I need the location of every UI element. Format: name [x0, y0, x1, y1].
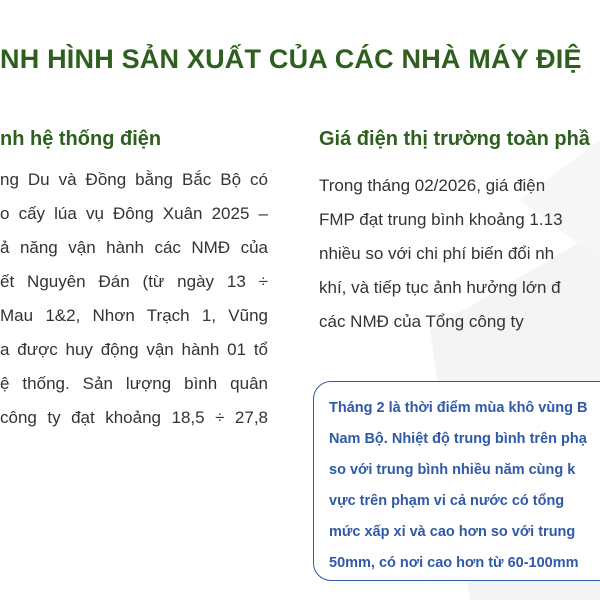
body-line: Mau 1&2, Nhơn Trạch 1, Vũng: [0, 306, 268, 325]
body-line: ng Du và Đồng bằng Bắc Bộ có: [0, 170, 268, 189]
section-heading-system: nh hệ thống điện: [0, 128, 162, 150]
body-line: FMP đạt trung bình khoảng 1.13: [319, 210, 563, 229]
body-line: các NMĐ của Tổng công ty: [319, 312, 524, 331]
body-line: nhiều so với chi phí biến đổi nh: [319, 244, 555, 263]
body-line: o cấy lúa vụ Đông Xuân 2025 –: [0, 204, 268, 223]
body-line: Trong tháng 02/2026, giá điện: [319, 176, 546, 195]
callout-line: Tháng 2 là thời điểm mùa khô vùng B: [329, 400, 588, 416]
body-line: ả năng vận hành các NMĐ của: [0, 238, 268, 257]
section-heading-market-price: Giá điện thị trường toàn phầ: [319, 128, 590, 150]
callout-line: Nam Bộ. Nhiệt độ trung bình trên phạ: [329, 431, 587, 447]
callout-line: 50mm, có nơi cao hơn từ 60-100mm: [329, 555, 579, 571]
weather-callout-box: [313, 381, 600, 581]
body-line: ệ thống. Sản lượng bình quân: [0, 374, 268, 393]
callout-line: so với trung bình nhiều năm cùng k: [329, 462, 576, 478]
body-line: ết Nguyên Đán (từ ngày 13 ÷: [0, 272, 268, 291]
body-line: công ty đạt khoảng 18,5 ÷ 27,8: [0, 408, 268, 427]
page-title: NH HÌNH SẢN XUẤT CỦA CÁC NHÀ MÁY ĐIỆ: [0, 44, 582, 74]
body-line: khí, và tiếp tục ảnh hưởng lớn đ: [319, 278, 561, 297]
callout-line: vực trên phạm vi cả nước có tổng: [329, 493, 565, 509]
body-line: a được huy động vận hành 01 tổ: [0, 340, 268, 359]
callout-line: mức xấp xỉ và cao hơn so với trung: [329, 524, 576, 540]
